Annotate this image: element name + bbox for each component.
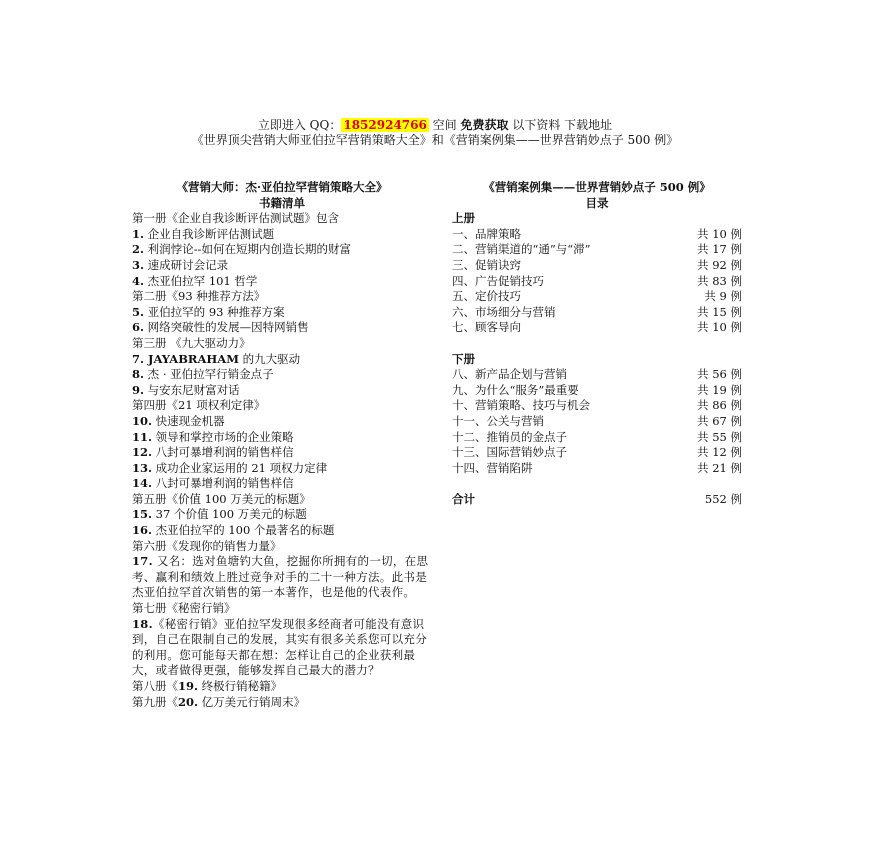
catalog-item-count: 共 15 例 bbox=[697, 304, 742, 319]
item-text: 杰亚伯拉罕的 100 个最著名的标题 bbox=[152, 523, 335, 538]
item-text: 速成研讨会记录 bbox=[144, 257, 229, 272]
volume-5: 第五册《价值 100 万美元的标题》 bbox=[132, 491, 311, 506]
list-item bbox=[132, 523, 432, 539]
catalog-title: 《营销案例集——世界营销妙点子 500 例》 bbox=[483, 180, 711, 194]
section-heading: 下册 bbox=[452, 351, 475, 366]
item-text: 快速现金机器 bbox=[152, 413, 225, 428]
item-number: 17. bbox=[132, 554, 153, 569]
catalog-item-count: 共 55 例 bbox=[697, 429, 742, 444]
catalog-item-name: 三、促销诀窍 bbox=[452, 257, 521, 272]
catalog-row bbox=[452, 445, 742, 461]
case-catalog bbox=[452, 180, 742, 507]
item-number: 4. bbox=[132, 273, 145, 288]
catalog-item-name: 五、定价技巧 bbox=[452, 289, 521, 304]
header-line-2: 《世界顶尖营销大师亚伯拉罕营销策略大全》和《营销案例集——世界营销妙点子 500 例》 bbox=[191, 133, 679, 147]
catalog-item-name: 九、为什么“服务”最重要 bbox=[452, 382, 579, 397]
free-get-label: 免费获取 bbox=[460, 118, 509, 132]
item-number: 20. bbox=[178, 694, 199, 709]
list-item-paragraph bbox=[132, 554, 432, 601]
item-number: 10. bbox=[132, 413, 153, 428]
volume-8 bbox=[132, 679, 432, 695]
item-number: 16. bbox=[132, 523, 153, 538]
item-text: 网络突破性的发展—因特网销售 bbox=[144, 320, 309, 335]
item-number: 15. bbox=[132, 507, 153, 522]
catalog-row bbox=[452, 461, 742, 477]
catalog-item-name: 十、营销策略、技巧与机会 bbox=[452, 398, 590, 413]
total-row bbox=[452, 492, 742, 508]
catalog-item-name: 六、市场细分与营销 bbox=[452, 304, 556, 319]
list-item bbox=[132, 414, 432, 430]
item-text: 与安东尼财富对话 bbox=[144, 382, 240, 397]
qq-number: 1852924766 bbox=[343, 118, 427, 132]
catalog-row bbox=[452, 320, 742, 336]
list-item bbox=[132, 258, 432, 274]
item-number: 8. bbox=[132, 367, 145, 382]
catalog-row bbox=[452, 414, 742, 430]
list-item bbox=[132, 383, 432, 399]
catalog-item-name: 一、品牌策略 bbox=[452, 226, 521, 241]
section-2-items bbox=[452, 367, 742, 476]
catalog-item-name: 十一、公关与营销 bbox=[452, 413, 544, 428]
item-text-bold: JAYABRAHAM bbox=[144, 351, 239, 366]
catalog-item-count: 共 19 例 bbox=[697, 382, 742, 397]
item-text: 杰亚伯拉罕 101 哲学 bbox=[144, 273, 258, 288]
list-item bbox=[132, 227, 432, 243]
item-text: 终极行销秘籍》 bbox=[198, 679, 283, 693]
list-item bbox=[132, 430, 432, 446]
catalog-row bbox=[452, 242, 742, 258]
item-text: 37 个价值 100 万美元的标题 bbox=[152, 507, 307, 522]
item-text: 亿万美元行销周末》 bbox=[198, 694, 306, 709]
item-text: 八封可暴增利润的销售样信 bbox=[152, 445, 294, 460]
catalog-subtitle: 目录 bbox=[585, 195, 609, 210]
download-label: 以下资料 下载地址 bbox=[508, 118, 613, 132]
list-item bbox=[132, 320, 432, 336]
total-label: 合计 bbox=[452, 491, 475, 506]
item-text: 八封可暴增利润的销售样信 bbox=[152, 476, 294, 491]
header-line-1 bbox=[0, 118, 870, 133]
catalog-item-name: 七、顾客导向 bbox=[452, 320, 521, 335]
item-text: 利润悖论--如何在短期内创造长期的财富 bbox=[144, 242, 351, 257]
catalog-item-count: 共 21 例 bbox=[697, 460, 742, 475]
volume-2: 第二册《93 种推荐方法》 bbox=[132, 289, 266, 304]
catalog-row bbox=[452, 258, 742, 274]
catalog-item-name: 十四、营销陷阱 bbox=[452, 460, 533, 475]
list-item bbox=[132, 274, 432, 290]
item-text: 领导和掌控市场的企业策略 bbox=[152, 429, 294, 444]
catalog-item-name: 八、新产品企划与营销 bbox=[452, 367, 567, 382]
catalog-item-count: 共 67 例 bbox=[697, 413, 742, 428]
volume-prefix: 第八册《 bbox=[132, 679, 178, 693]
book-list-subtitle: 书籍清单 bbox=[259, 195, 305, 210]
item-number: 3. bbox=[132, 257, 145, 272]
item-number: 9. bbox=[132, 382, 145, 397]
item-text: 的九大驱动 bbox=[238, 351, 301, 366]
book-list bbox=[132, 180, 432, 710]
catalog-item-name: 二、营销渠道的“通”与“滞” bbox=[452, 242, 591, 257]
total-value: 552 例 bbox=[704, 491, 742, 506]
catalog-row bbox=[452, 367, 742, 383]
list-item bbox=[132, 445, 432, 461]
catalog-row bbox=[452, 430, 742, 446]
item-number: 6. bbox=[132, 320, 145, 335]
item-text: 又名：选对鱼塘钓大鱼，挖掘你所拥有的一切，在思考、赢利和绩效上胜过竞争对手的二十一种方法。此书是杰亚伯拉罕首次销售的第一本著作，也是他的代表作。 bbox=[132, 554, 429, 600]
catalog-item-count: 共 86 例 bbox=[697, 398, 742, 413]
item-text: 《秘密行销》亚伯拉罕发现很多经商者可能没有意识到，自己在限制自己的发展，其实有很多关系您可以充分的利用。您可能每天都在想：怎样让自己的企业获利最大，或者做得更强，能够发挥自己最大的潜力？ bbox=[132, 616, 427, 678]
catalog-item-count: 共 92 例 bbox=[697, 257, 742, 272]
item-text: 杰 · 亚伯拉罕行销金点子 bbox=[144, 367, 274, 382]
catalog-item-count: 共 83 例 bbox=[697, 273, 742, 288]
catalog-row bbox=[452, 305, 742, 321]
list-item bbox=[132, 507, 432, 523]
item-number: 5. bbox=[132, 304, 145, 319]
item-number: 13. bbox=[132, 460, 153, 475]
item-text: 亚伯拉罕的 93 种推荐方案 bbox=[144, 304, 285, 319]
catalog-item-name: 四、广告促销技巧 bbox=[452, 273, 544, 288]
book-list-title: 《营销大师：杰·亚伯拉罕营销策略大全》 bbox=[176, 180, 388, 194]
volume-1: 第一册《企业自我诊断评估测试题》包含 bbox=[132, 211, 339, 226]
space-label: 空间 bbox=[428, 118, 461, 132]
catalog-item-count: 共 12 例 bbox=[697, 445, 742, 460]
item-number: 19. bbox=[178, 679, 199, 693]
catalog-row bbox=[452, 289, 742, 305]
item-number: 18. bbox=[132, 616, 153, 631]
item-number: 1. bbox=[132, 226, 145, 241]
list-item bbox=[132, 461, 432, 477]
qq-prefix: 立即进入 QQ： bbox=[257, 118, 342, 132]
catalog-item-name: 十三、国际营销妙点子 bbox=[452, 445, 567, 460]
list-item bbox=[132, 367, 432, 383]
list-item bbox=[132, 242, 432, 258]
volume-4: 第四册《21 项权利定律》 bbox=[132, 398, 266, 413]
catalog-item-count: 共 9 例 bbox=[704, 289, 742, 304]
item-text: 成功企业家运用的 21 项权力定律 bbox=[152, 460, 328, 475]
section-1-items bbox=[452, 227, 742, 336]
spacer bbox=[452, 476, 742, 492]
item-number: 12. bbox=[132, 445, 153, 460]
catalog-item-count: 共 10 例 bbox=[697, 226, 742, 241]
item-number: 11. bbox=[132, 429, 153, 444]
header bbox=[0, 118, 870, 148]
catalog-row bbox=[452, 274, 742, 290]
volume-6: 第六册《发现你的销售力量》 bbox=[132, 538, 282, 553]
list-item bbox=[132, 352, 432, 368]
volume-9 bbox=[132, 695, 432, 711]
item-number: 7. bbox=[132, 351, 145, 366]
item-number: 2. bbox=[132, 242, 145, 257]
catalog-row bbox=[452, 227, 742, 243]
list-item-paragraph bbox=[132, 617, 432, 679]
catalog-row bbox=[452, 398, 742, 414]
catalog-item-count: 共 17 例 bbox=[697, 242, 742, 257]
spacer bbox=[452, 336, 742, 352]
catalog-row bbox=[452, 383, 742, 399]
catalog-item-count: 共 56 例 bbox=[697, 367, 742, 382]
catalog-item-count: 共 10 例 bbox=[697, 320, 742, 335]
item-number: 14. bbox=[132, 476, 153, 491]
list-item bbox=[132, 476, 432, 492]
volume-prefix: 第九册《 bbox=[132, 694, 178, 709]
list-item bbox=[132, 305, 432, 321]
volume-3: 第三册 《九大驱动力》 bbox=[132, 335, 251, 350]
volume-7: 第七册《秘密行销》 bbox=[132, 601, 236, 616]
section-heading: 上册 bbox=[452, 211, 475, 226]
item-text: 企业自我诊断评估测试题 bbox=[144, 226, 275, 241]
catalog-item-name: 十二、推销员的金点子 bbox=[452, 429, 567, 444]
